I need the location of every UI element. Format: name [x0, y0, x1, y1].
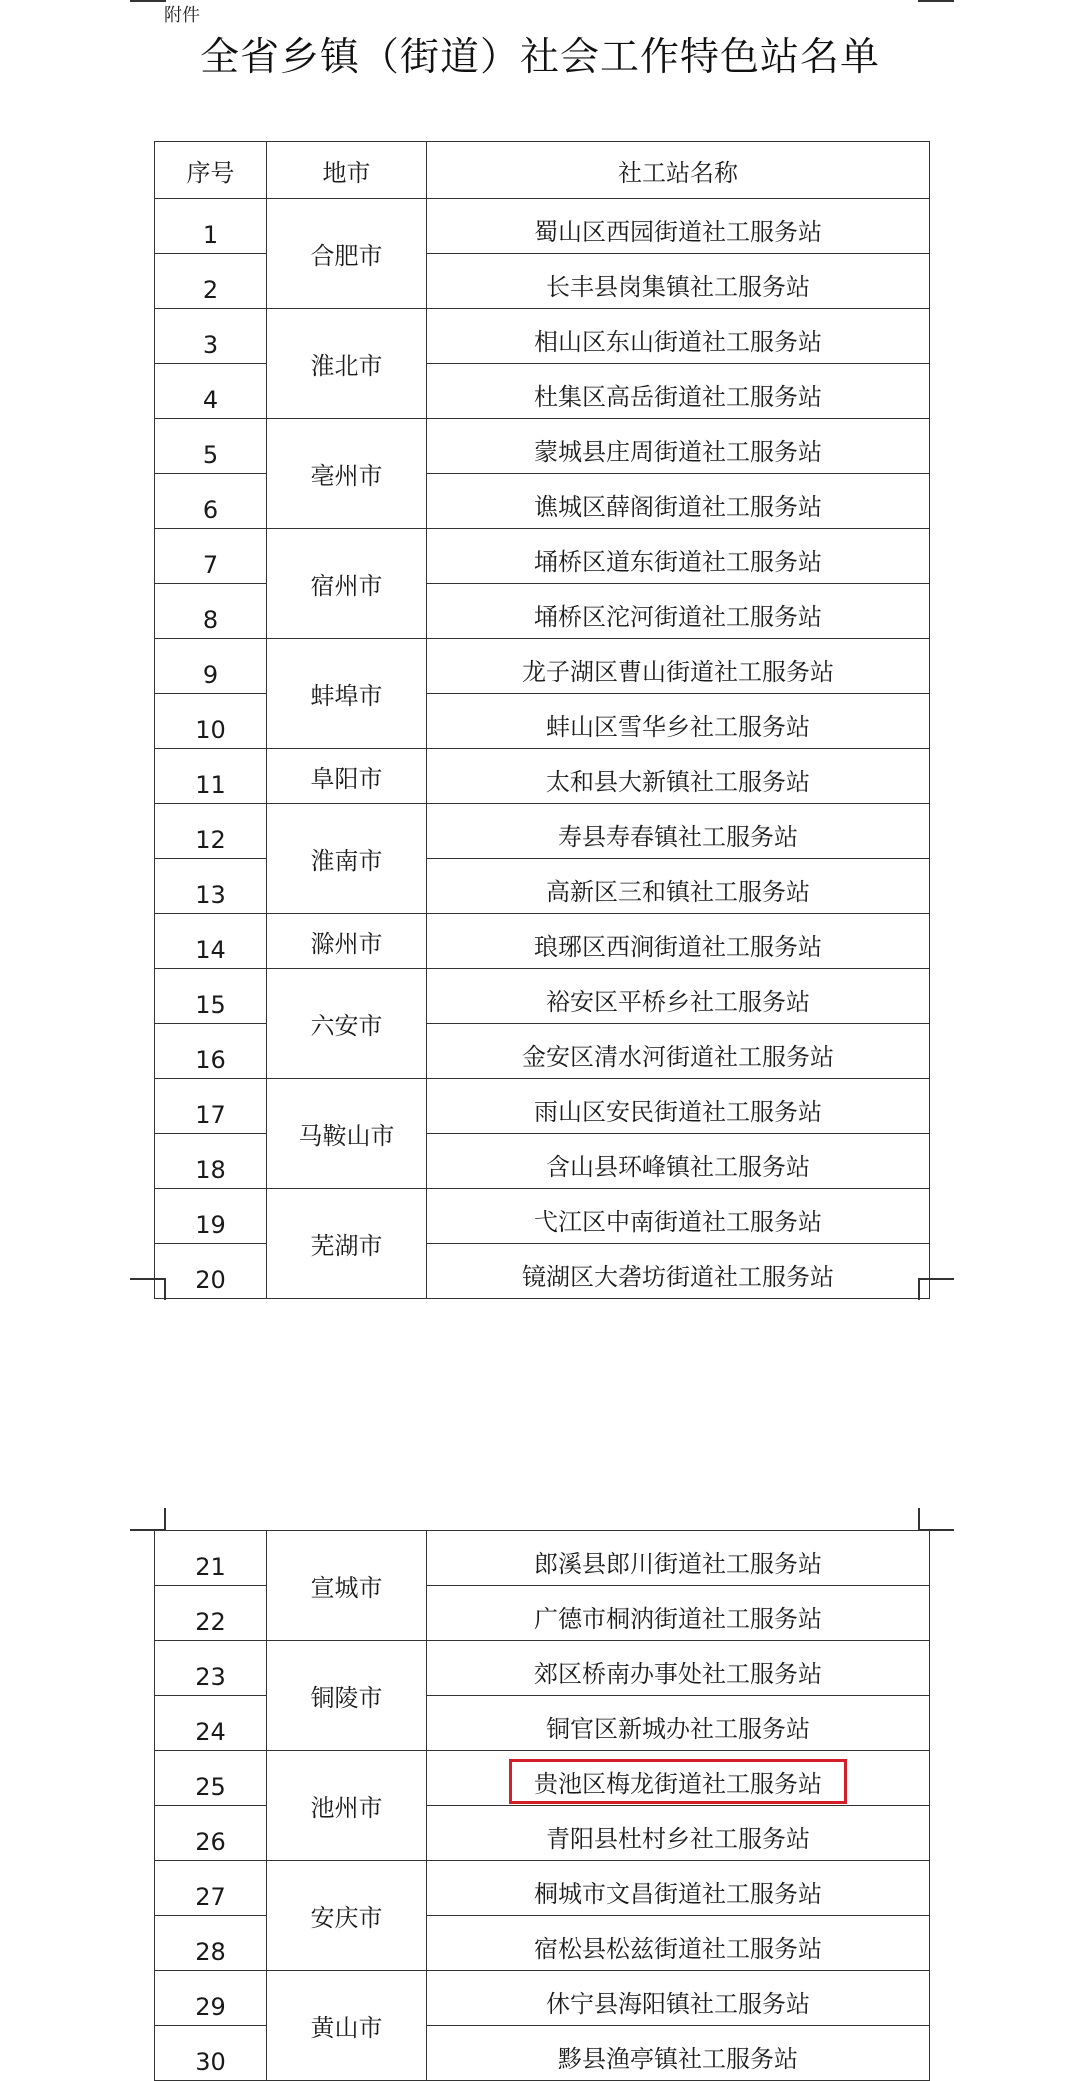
- header-seq: 序号: [155, 142, 267, 199]
- table-body: [155, 1531, 930, 2081]
- highlighted-station-name: 贵池区梅龙街道社工服务站: [512, 1762, 844, 1801]
- station-name: 铜官区新城办社工服务站: [546, 1715, 810, 1743]
- station-cell: [427, 1134, 930, 1189]
- table-row: [155, 749, 930, 804]
- station-cell: [427, 419, 930, 474]
- crop-mark: [164, 1508, 166, 1530]
- table-row: [155, 419, 930, 474]
- station-cell: [427, 1806, 930, 1861]
- station-name: 杜集区高岳街道社工服务站: [534, 383, 822, 411]
- table-row: [155, 1751, 930, 1806]
- table-row: [155, 199, 930, 254]
- attachment-label: 附件: [164, 5, 200, 26]
- seq-cell: 4: [155, 364, 267, 419]
- station-name: 郊区桥南办事处社工服务站: [534, 1660, 822, 1688]
- table-row: [155, 1861, 930, 1916]
- seq-cell: 29: [155, 1971, 267, 2026]
- seq-cell: 6: [155, 474, 267, 529]
- city-cell: 宣城市: [267, 1531, 427, 1641]
- seq-cell: 25: [155, 1751, 267, 1806]
- city-cell: 蚌埠市: [267, 639, 427, 749]
- seq-cell: 1: [155, 199, 267, 254]
- station-name: 寿县寿春镇社工服务站: [558, 823, 798, 851]
- station-cell: [427, 529, 930, 584]
- station-cell: [427, 1079, 930, 1134]
- header-city: 地市: [267, 142, 427, 199]
- station-name: 宿松县松兹街道社工服务站: [534, 1935, 822, 1963]
- station-cell: [427, 2026, 930, 2081]
- station-cell: [427, 1751, 930, 1806]
- table-row: [155, 309, 930, 364]
- table-row: [155, 1641, 930, 1696]
- station-name: 谯城区薛阁街道社工服务站: [534, 493, 822, 521]
- seq-cell: 10: [155, 694, 267, 749]
- station-name: 埇桥区沱河街道社工服务站: [534, 603, 822, 631]
- station-cell: [427, 1971, 930, 2026]
- station-name: 裕安区平桥乡社工服务站: [546, 988, 810, 1016]
- table-row: [155, 914, 930, 969]
- station-cell: [427, 639, 930, 694]
- station-name: 广德市桐汭街道社工服务站: [534, 1605, 822, 1633]
- table-row: [155, 529, 930, 584]
- city-cell: 安庆市: [267, 1861, 427, 1971]
- city-cell: 六安市: [267, 969, 427, 1079]
- seq-cell: 28: [155, 1916, 267, 1971]
- seq-cell: 23: [155, 1641, 267, 1696]
- seq-cell: 16: [155, 1024, 267, 1079]
- crop-mark: [918, 1508, 920, 1530]
- station-cell: [427, 254, 930, 309]
- seq-cell: 15: [155, 969, 267, 1024]
- table-row: [155, 969, 930, 1024]
- station-name: 含山县环峰镇社工服务站: [546, 1153, 810, 1181]
- city-cell: 合肥市: [267, 199, 427, 309]
- seq-cell: 13: [155, 859, 267, 914]
- station-name: 休宁县海阳镇社工服务站: [546, 1990, 810, 2018]
- crop-mark: [130, 0, 166, 2]
- station-name: 金安区清水河街道社工服务站: [522, 1043, 834, 1071]
- station-name: 桐城市文昌街道社工服务站: [534, 1880, 822, 1908]
- city-cell: 滁州市: [267, 914, 427, 969]
- station-name: 青阳县杜村乡社工服务站: [546, 1825, 810, 1853]
- station-cell: [427, 969, 930, 1024]
- seq-cell: 2: [155, 254, 267, 309]
- table-row: [155, 1079, 930, 1134]
- table-row: [155, 1189, 930, 1244]
- table-row: [155, 639, 930, 694]
- seq-cell: 8: [155, 584, 267, 639]
- seq-cell: 27: [155, 1861, 267, 1916]
- station-name: 蚌山区雪华乡社工服务站: [546, 713, 810, 741]
- station-name: 太和县大新镇社工服务站: [546, 768, 810, 796]
- table-body: [155, 199, 930, 1299]
- station-cell: [427, 804, 930, 859]
- station-cell: [427, 694, 930, 749]
- city-cell: 宿州市: [267, 529, 427, 639]
- seq-cell: 24: [155, 1696, 267, 1751]
- seq-cell: 11: [155, 749, 267, 804]
- seq-cell: 19: [155, 1189, 267, 1244]
- header-station: 社工站名称: [427, 142, 930, 199]
- crop-mark: [918, 1278, 954, 1280]
- city-cell: 马鞍山市: [267, 1079, 427, 1189]
- seq-cell: 22: [155, 1586, 267, 1641]
- station-cell: [427, 749, 930, 804]
- station-name: 弋江区中南街道社工服务站: [534, 1208, 822, 1236]
- crop-mark: [164, 1278, 166, 1300]
- station-cell: [427, 1189, 930, 1244]
- station-cell: [427, 1696, 930, 1751]
- station-name: 龙子湖区曹山街道社工服务站: [522, 658, 834, 686]
- city-cell: 淮北市: [267, 309, 427, 419]
- station-cell: [427, 1244, 930, 1299]
- city-cell: 芜湖市: [267, 1189, 427, 1299]
- crop-mark: [130, 1278, 166, 1280]
- station-name: 琅琊区西涧街道社工服务站: [534, 933, 822, 961]
- city-cell: 黄山市: [267, 1971, 427, 2081]
- station-name: 长丰县岗集镇社工服务站: [546, 273, 810, 301]
- station-cell: [427, 199, 930, 254]
- station-cell: [427, 474, 930, 529]
- seq-cell: 30: [155, 2026, 267, 2081]
- station-name: 郎溪县郎川街道社工服务站: [534, 1550, 822, 1578]
- seq-cell: 20: [155, 1244, 267, 1299]
- station-cell: [427, 364, 930, 419]
- station-name: 相山区东山街道社工服务站: [534, 328, 822, 356]
- station-name: 蒙城县庄周街道社工服务站: [534, 438, 822, 466]
- station-table-part-1: [154, 141, 930, 1299]
- station-cell: [427, 1641, 930, 1696]
- station-name: 镜湖区大砻坊街道社工服务站: [522, 1263, 834, 1291]
- seq-cell: 5: [155, 419, 267, 474]
- station-cell: [427, 1916, 930, 1971]
- station-cell: [427, 914, 930, 969]
- table-row: [155, 804, 930, 859]
- seq-cell: 17: [155, 1079, 267, 1134]
- table-row: [155, 1971, 930, 2026]
- station-cell: [427, 309, 930, 364]
- crop-mark: [918, 0, 954, 2]
- station-name: 雨山区安民街道社工服务站: [534, 1098, 822, 1126]
- seq-cell: 12: [155, 804, 267, 859]
- table-header-row: [155, 142, 930, 199]
- seq-cell: 7: [155, 529, 267, 584]
- city-cell: 阜阳市: [267, 749, 427, 804]
- station-name: 高新区三和镇社工服务站: [546, 878, 810, 906]
- seq-cell: 3: [155, 309, 267, 364]
- seq-cell: 26: [155, 1806, 267, 1861]
- seq-cell: 9: [155, 639, 267, 694]
- station-cell: [427, 1861, 930, 1916]
- table-row: [155, 1531, 930, 1586]
- station-cell: [427, 859, 930, 914]
- station-name: 蜀山区西园街道社工服务站: [534, 218, 822, 246]
- city-cell: 淮南市: [267, 804, 427, 914]
- station-cell: [427, 1586, 930, 1641]
- station-name: 埇桥区道东街道社工服务站: [534, 548, 822, 576]
- seq-cell: 21: [155, 1531, 267, 1586]
- station-cell: [427, 1024, 930, 1079]
- page-title: 全省乡镇（街道）社会工作特色站名单: [199, 35, 880, 80]
- city-cell: 池州市: [267, 1751, 427, 1861]
- station-cell: [427, 1531, 930, 1586]
- crop-mark: [918, 1278, 920, 1300]
- station-name: 黟县渔亭镇社工服务站: [558, 2045, 798, 2073]
- seq-cell: 18: [155, 1134, 267, 1189]
- station-cell: [427, 584, 930, 639]
- city-cell: 亳州市: [267, 419, 427, 529]
- city-cell: 铜陵市: [267, 1641, 427, 1751]
- station-table-part-2: [154, 1530, 930, 2081]
- document-page-2: [0, 1500, 1080, 2076]
- seq-cell: 14: [155, 914, 267, 969]
